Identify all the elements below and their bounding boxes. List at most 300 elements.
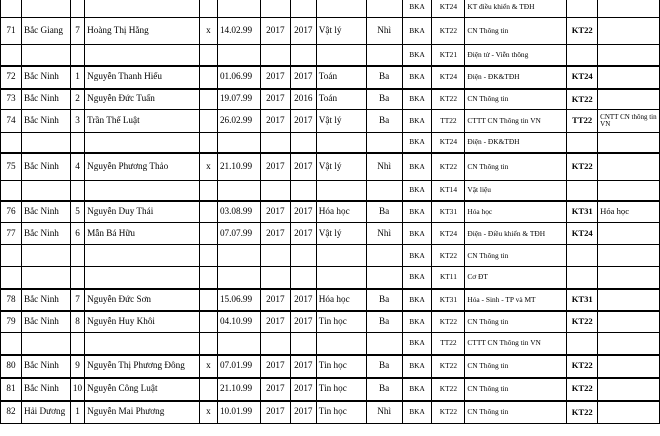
dob-cell — [217, 45, 260, 66]
school-code-cell: BKA — [402, 133, 432, 153]
gender-cell — [200, 181, 218, 201]
stt-cell: 73 — [1, 89, 22, 110]
name-cell — [85, 133, 200, 153]
prize-cell — [366, 181, 402, 201]
major-name-cell: Hóa - Sinh - TP và MT — [465, 289, 567, 311]
major-code-cell: KT22 — [432, 153, 465, 181]
year1-cell — [260, 45, 290, 66]
major-name-cell: CN Thông tin — [465, 153, 567, 181]
prize-cell — [366, 0, 402, 18]
dob-cell: 04.10.99 — [217, 311, 260, 333]
table-row — [1, 45, 660, 66]
sbd-cell: 1 — [70, 66, 84, 89]
dob-cell: 07.07.99 — [217, 223, 260, 245]
note-cell — [598, 311, 660, 333]
year2-cell: 2017 — [290, 110, 316, 133]
table-row — [1, 245, 660, 267]
prize-cell: Ba — [366, 355, 402, 378]
major-name-cell: CN Thông tin — [465, 245, 567, 267]
year2-cell — [290, 333, 316, 355]
note-cell — [598, 66, 660, 89]
major-code-cell: KT11 — [432, 267, 465, 289]
province-cell: Bắc Ninh — [21, 311, 70, 333]
year1-cell: 2017 — [260, 18, 290, 45]
note-cell — [598, 289, 660, 311]
prize-cell — [366, 133, 402, 153]
dob-cell: 10.01.99 — [217, 401, 260, 424]
stt-cell: 72 — [1, 66, 22, 89]
sbd-cell — [70, 45, 84, 66]
school-code-cell: BKA — [402, 110, 432, 133]
major-code-cell: KT22 — [432, 89, 465, 110]
gender-cell — [200, 311, 218, 333]
year1-cell — [260, 267, 290, 289]
province-cell — [21, 181, 70, 201]
stt-cell: 80 — [1, 355, 22, 378]
name-cell — [85, 45, 200, 66]
target-code-cell — [567, 45, 598, 66]
subject-cell — [316, 245, 366, 267]
school-code-cell: BKA — [402, 333, 432, 355]
stt-cell: 77 — [1, 223, 22, 245]
major-name-cell: Vật liệu — [465, 181, 567, 201]
year1-cell — [260, 181, 290, 201]
target-code-cell: TT22 — [567, 110, 598, 133]
year1-cell: 2017 — [260, 201, 290, 223]
name-cell: Nguyễn Công Luật — [85, 378, 200, 401]
prize-cell: Ba — [366, 110, 402, 133]
target-code-cell: KT22 — [567, 401, 598, 424]
target-code-cell: KT22 — [567, 355, 598, 378]
province-cell: Hải Dương — [21, 401, 70, 424]
stt-cell — [1, 245, 22, 267]
year1-cell: 2017 — [260, 66, 290, 89]
prize-cell: Nhì — [366, 153, 402, 181]
major-name-cell: Điện - ĐK&TĐH — [465, 133, 567, 153]
school-code-cell: BKA — [402, 89, 432, 110]
stt-cell: 79 — [1, 311, 22, 333]
subject-cell: Toán — [316, 66, 366, 89]
major-code-cell: KT31 — [432, 289, 465, 311]
province-cell — [21, 0, 70, 18]
year2-cell — [290, 45, 316, 66]
target-code-cell — [567, 181, 598, 201]
year1-cell: 2017 — [260, 110, 290, 133]
stt-cell — [1, 267, 22, 289]
table-row — [1, 401, 660, 424]
sbd-cell — [70, 333, 84, 355]
major-code-cell: KT22 — [432, 355, 465, 378]
school-code-cell: BKA — [402, 153, 432, 181]
dob-cell: 21.10.99 — [217, 378, 260, 401]
name-cell: Nguyễn Phương Thảo — [85, 153, 200, 181]
year1-cell — [260, 333, 290, 355]
sbd-cell: 3 — [70, 110, 84, 133]
school-code-cell: BKA — [402, 311, 432, 333]
dob-cell — [217, 333, 260, 355]
major-code-cell: KT24 — [432, 0, 465, 18]
year2-cell: 2017 — [290, 201, 316, 223]
note-cell — [598, 153, 660, 181]
note-cell — [598, 355, 660, 378]
major-code-cell: KT31 — [432, 201, 465, 223]
year1-cell: 2017 — [260, 311, 290, 333]
year2-cell: 2017 — [290, 355, 316, 378]
major-code-cell: KT22 — [432, 311, 465, 333]
table-row — [1, 18, 660, 45]
gender-cell — [200, 201, 218, 223]
table-body — [1, 0, 660, 424]
gender-cell: x — [200, 153, 218, 181]
major-name-cell: CN Thông tin — [465, 378, 567, 401]
sbd-cell — [70, 0, 84, 18]
prize-cell — [366, 45, 402, 66]
subject-cell — [316, 267, 366, 289]
subject-cell — [316, 133, 366, 153]
province-cell — [21, 333, 70, 355]
target-code-cell: KT22 — [567, 18, 598, 45]
subject-cell — [316, 0, 366, 18]
name-cell: Nguyễn Mai Phương — [85, 401, 200, 424]
major-name-cell: CN Thông tin — [465, 355, 567, 378]
note-cell — [598, 223, 660, 245]
province-cell — [21, 245, 70, 267]
year1-cell: 2017 — [260, 153, 290, 181]
subject-cell: Hóa học — [316, 289, 366, 311]
year2-cell — [290, 245, 316, 267]
subject-cell — [316, 333, 366, 355]
major-name-cell: Điện tử - Viễn thông — [465, 45, 567, 66]
major-name-cell: Điện - Điều khiển & TĐH — [465, 223, 567, 245]
target-code-cell — [567, 133, 598, 153]
major-code-cell: KT22 — [432, 378, 465, 401]
dob-cell — [217, 181, 260, 201]
province-cell — [21, 45, 70, 66]
year1-cell — [260, 133, 290, 153]
province-cell: Bắc Ninh — [21, 378, 70, 401]
province-cell: Bắc Ninh — [21, 153, 70, 181]
name-cell — [85, 267, 200, 289]
note-cell — [598, 378, 660, 401]
school-code-cell: BKA — [402, 0, 432, 18]
major-name-cell: CN Thông tin — [465, 311, 567, 333]
subject-cell: Tin học — [316, 311, 366, 333]
province-cell: Bắc Ninh — [21, 289, 70, 311]
note-cell — [598, 18, 660, 45]
gender-cell — [200, 333, 218, 355]
school-code-cell: BKA — [402, 267, 432, 289]
year1-cell — [260, 0, 290, 18]
province-cell — [21, 133, 70, 153]
stt-cell — [1, 181, 22, 201]
school-code-cell: BKA — [402, 66, 432, 89]
year2-cell: 2017 — [290, 289, 316, 311]
prize-cell: Ba — [366, 311, 402, 333]
stt-cell — [1, 333, 22, 355]
major-name-cell: CN Thông tin — [465, 89, 567, 110]
stt-cell: 78 — [1, 289, 22, 311]
gender-cell — [200, 0, 218, 18]
sbd-cell: 4 — [70, 153, 84, 181]
major-code-cell: KT24 — [432, 223, 465, 245]
school-code-cell: BKA — [402, 245, 432, 267]
school-code-cell: BKA — [402, 18, 432, 45]
subject-cell: Tin học — [316, 378, 366, 401]
major-code-cell: KT14 — [432, 181, 465, 201]
gender-cell — [200, 245, 218, 267]
year2-cell: 2017 — [290, 153, 316, 181]
prize-cell: Nhì — [366, 18, 402, 45]
name-cell — [85, 333, 200, 355]
sbd-cell: 7 — [70, 18, 84, 45]
target-code-cell — [567, 333, 598, 355]
province-cell: Bắc Ninh — [21, 89, 70, 110]
table-row — [1, 289, 660, 311]
gender-cell: x — [200, 355, 218, 378]
prize-cell — [366, 333, 402, 355]
major-name-cell: CN Thông tin — [465, 401, 567, 424]
school-code-cell: BKA — [402, 289, 432, 311]
gender-cell: x — [200, 401, 218, 424]
year2-cell: 2017 — [290, 18, 316, 45]
subject-cell: Tin học — [316, 401, 366, 424]
name-cell: Mẫn Bá Hữu — [85, 223, 200, 245]
year2-cell — [290, 181, 316, 201]
note-cell — [598, 45, 660, 66]
year2-cell — [290, 267, 316, 289]
major-code-cell: KT21 — [432, 45, 465, 66]
major-code-cell: KT24 — [432, 66, 465, 89]
major-code-cell: KT22 — [432, 401, 465, 424]
target-code-cell: KT24 — [567, 223, 598, 245]
subject-cell — [316, 45, 366, 66]
note-cell — [598, 0, 660, 18]
note-cell — [598, 267, 660, 289]
major-code-cell: KT22 — [432, 18, 465, 45]
target-code-cell: KT31 — [567, 201, 598, 223]
stt-cell: 74 — [1, 110, 22, 133]
sbd-cell — [70, 133, 84, 153]
target-code-cell: KT22 — [567, 89, 598, 110]
stt-cell: 71 — [1, 18, 22, 45]
subject-cell: Vật lý — [316, 223, 366, 245]
school-code-cell: BKA — [402, 355, 432, 378]
subject-cell: Tin học — [316, 355, 366, 378]
sbd-cell: 1 — [70, 401, 84, 424]
sbd-cell: 5 — [70, 201, 84, 223]
target-code-cell: KT22 — [567, 378, 598, 401]
dob-cell: 19.07.99 — [217, 89, 260, 110]
year1-cell: 2017 — [260, 89, 290, 110]
year1-cell: 2017 — [260, 223, 290, 245]
gender-cell — [200, 110, 218, 133]
target-code-cell: KT22 — [567, 153, 598, 181]
sbd-cell: 2 — [70, 89, 84, 110]
prize-cell: Ba — [366, 378, 402, 401]
name-cell: Nguyễn Thị Phương Đông — [85, 355, 200, 378]
table-row — [1, 333, 660, 355]
sbd-cell — [70, 181, 84, 201]
sbd-cell: 6 — [70, 223, 84, 245]
year2-cell: 2017 — [290, 223, 316, 245]
name-cell — [85, 181, 200, 201]
dob-cell: 03.08.99 — [217, 201, 260, 223]
year2-cell: 2017 — [290, 66, 316, 89]
table-row — [1, 201, 660, 223]
note-cell — [598, 401, 660, 424]
stt-cell: 82 — [1, 401, 22, 424]
table-row — [1, 267, 660, 289]
year2-cell — [290, 133, 316, 153]
table-row — [1, 311, 660, 333]
name-cell: Nguyễn Thanh Hiếu — [85, 66, 200, 89]
dob-cell — [217, 133, 260, 153]
target-code-cell: KT22 — [567, 311, 598, 333]
major-name-cell: CN Thông tin — [465, 18, 567, 45]
major-name-cell: CTTT CN Thông tin VN — [465, 110, 567, 133]
gender-cell — [200, 89, 218, 110]
prize-cell — [366, 245, 402, 267]
name-cell: Trần Thế Luật — [85, 110, 200, 133]
table-row — [1, 355, 660, 378]
stt-cell: 75 — [1, 153, 22, 181]
name-cell: Nguyễn Duy Thái — [85, 201, 200, 223]
note-cell — [598, 89, 660, 110]
stt-cell: 81 — [1, 378, 22, 401]
gender-cell — [200, 66, 218, 89]
prize-cell: Ba — [366, 66, 402, 89]
school-code-cell: BKA — [402, 45, 432, 66]
school-code-cell: BKA — [402, 401, 432, 424]
gender-cell — [200, 289, 218, 311]
year1-cell: 2017 — [260, 401, 290, 424]
stt-cell — [1, 0, 22, 18]
note-cell: Hóa học — [598, 201, 660, 223]
subject-cell: Hóa học — [316, 201, 366, 223]
name-cell — [85, 245, 200, 267]
province-cell: Bắc Ninh — [21, 355, 70, 378]
year1-cell — [260, 245, 290, 267]
sbd-cell — [70, 267, 84, 289]
major-name-cell: Cơ ĐT — [465, 267, 567, 289]
prize-cell: Nhì — [366, 401, 402, 424]
sbd-cell: 7 — [70, 289, 84, 311]
gender-cell — [200, 45, 218, 66]
province-cell: Bắc Ninh — [21, 110, 70, 133]
subject-cell: Vật lý — [316, 153, 366, 181]
province-cell: Bắc Ninh — [21, 66, 70, 89]
gender-cell — [200, 378, 218, 401]
table-row — [1, 223, 660, 245]
gender-cell — [200, 267, 218, 289]
dob-cell: 14.02.99 — [217, 18, 260, 45]
province-cell: Bắc Ninh — [21, 201, 70, 223]
name-cell — [85, 0, 200, 18]
gender-cell: x — [200, 18, 218, 45]
prize-cell — [366, 267, 402, 289]
table-row — [1, 110, 660, 133]
prize-cell: Ba — [366, 201, 402, 223]
note-cell — [598, 333, 660, 355]
prize-cell: Nhì — [366, 223, 402, 245]
dob-cell: 07.01.99 — [217, 355, 260, 378]
table-row — [1, 378, 660, 401]
subject-cell: Vật lý — [316, 110, 366, 133]
stt-cell — [1, 133, 22, 153]
major-name-cell: KT điều khiển & TĐH — [465, 0, 567, 18]
sbd-cell — [70, 245, 84, 267]
school-code-cell: BKA — [402, 181, 432, 201]
major-code-cell: TT22 — [432, 333, 465, 355]
table-row — [1, 0, 660, 18]
sbd-cell: 9 — [70, 355, 84, 378]
year2-cell: 2017 — [290, 378, 316, 401]
dob-cell — [217, 267, 260, 289]
dob-cell: 01.06.99 — [217, 66, 260, 89]
year1-cell: 2017 — [260, 378, 290, 401]
major-name-cell: Hóa học — [465, 201, 567, 223]
table-row — [1, 153, 660, 181]
dob-cell: 15.06.99 — [217, 289, 260, 311]
year2-cell: 2017 — [290, 311, 316, 333]
sbd-cell: 8 — [70, 311, 84, 333]
sbd-cell: 10 — [70, 378, 84, 401]
prize-cell: Ba — [366, 289, 402, 311]
year1-cell: 2017 — [260, 289, 290, 311]
note-cell — [598, 245, 660, 267]
major-code-cell: KT24 — [432, 133, 465, 153]
stt-cell: 76 — [1, 201, 22, 223]
subject-cell: Vật lý — [316, 18, 366, 45]
year1-cell: 2017 — [260, 355, 290, 378]
name-cell: Hoàng Thị Hằng — [85, 18, 200, 45]
school-code-cell: BKA — [402, 378, 432, 401]
name-cell: Nguyễn Đức Tuấn — [85, 89, 200, 110]
target-code-cell — [567, 0, 598, 18]
school-code-cell: BKA — [402, 223, 432, 245]
year2-cell: 2017 — [290, 401, 316, 424]
subject-cell: Toán — [316, 89, 366, 110]
province-cell: Bắc Ninh — [21, 223, 70, 245]
gender-cell — [200, 223, 218, 245]
year2-cell — [290, 0, 316, 18]
subject-cell — [316, 181, 366, 201]
dob-cell — [217, 245, 260, 267]
province-cell: Bắc Giang — [21, 18, 70, 45]
target-code-cell — [567, 245, 598, 267]
dob-cell: 21.10.99 — [217, 153, 260, 181]
dob-cell: 26.02.99 — [217, 110, 260, 133]
year2-cell: 2016 — [290, 89, 316, 110]
name-cell: Nguyễn Huy Khôi — [85, 311, 200, 333]
target-code-cell — [567, 267, 598, 289]
table-row — [1, 133, 660, 153]
major-name-cell: Điện - ĐK&TĐH — [465, 66, 567, 89]
major-code-cell: TT22 — [432, 110, 465, 133]
stt-cell — [1, 45, 22, 66]
target-code-cell: KT31 — [567, 289, 598, 311]
prize-cell: Ba — [366, 89, 402, 110]
province-cell — [21, 267, 70, 289]
table-row — [1, 181, 660, 201]
note-cell — [598, 181, 660, 201]
school-code-cell: BKA — [402, 201, 432, 223]
dob-cell — [217, 0, 260, 18]
target-code-cell: KT24 — [567, 66, 598, 89]
gender-cell — [200, 133, 218, 153]
major-name-cell: CTTT CN Thông tin VN — [465, 333, 567, 355]
table-row — [1, 89, 660, 110]
